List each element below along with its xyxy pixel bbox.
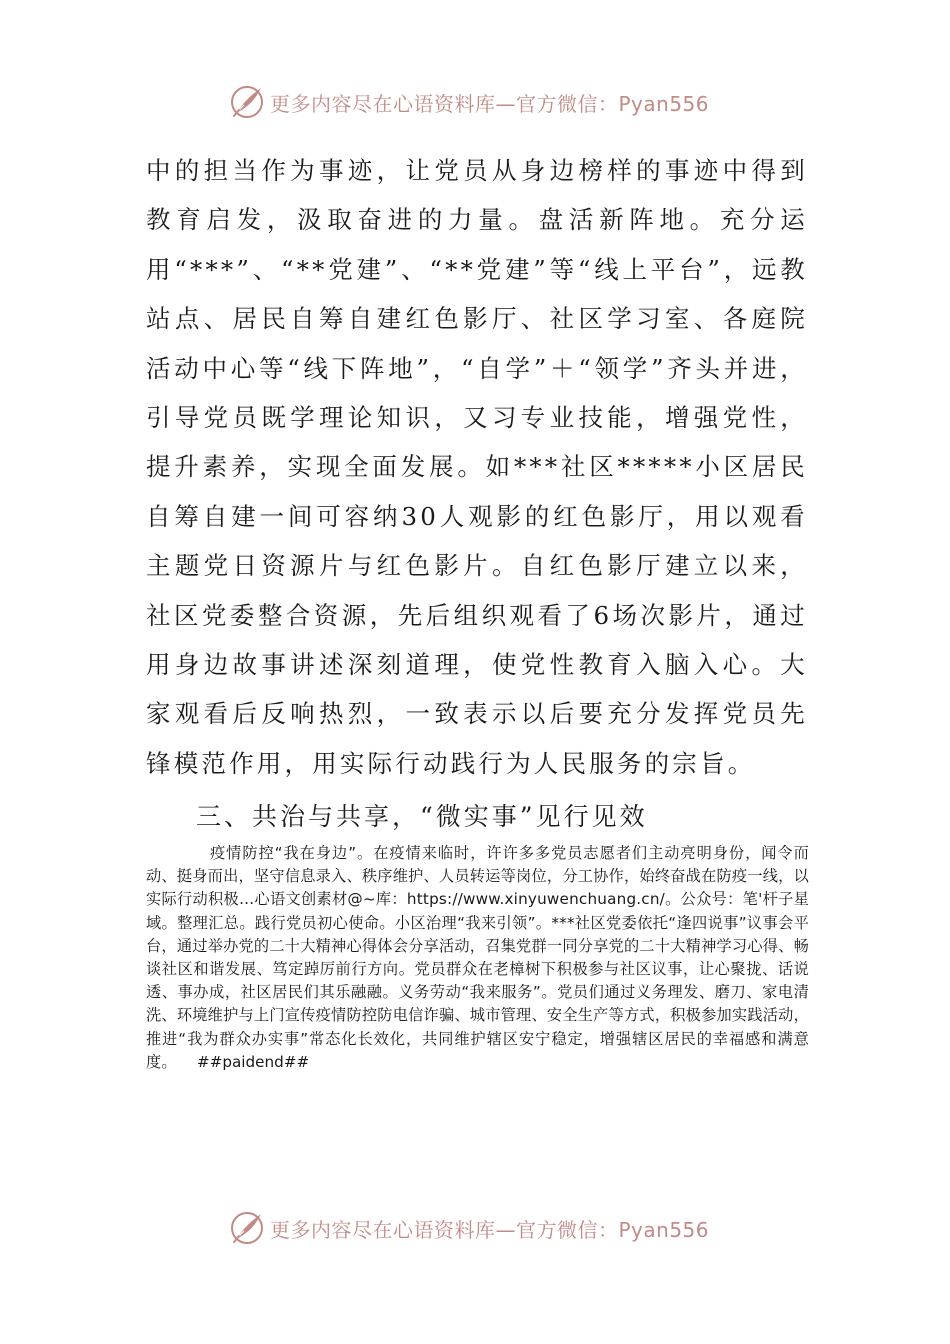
footer-watermark — [228, 1208, 748, 1248]
quill-pen-logo-icon — [228, 1209, 266, 1247]
quill-pen-logo-icon — [228, 83, 266, 121]
section-heading: 三、共治与共享，“微实事”见行见效 — [196, 802, 648, 831]
header-watermark — [228, 82, 748, 122]
small-paragraph — [146, 842, 809, 1074]
watermark-text: 更多内容尽在心语资料库—官方微信：Pyan556 — [270, 1217, 710, 1242]
body-paragraph: 中的担当作为事迹，让党员从身边榜样的事迹中得到教育启发，汲取奋进的力量。盘活新阵地。充分运用“***”、“**党建”、“**党建”等“线上平台”，远教站点、居民自筹自建红色影厅、社区学习室、各庭院活动中心等“线下阵地”，“自学”＋“领学”齐头并进，引导党员既学理论知识，又习专业技能，增强党性，提升素养，实现全面发展。如***社区*****小区居民自筹自建一间可容纳30人观影的红色影厅，用以观看主题党日资源片与红色影片。自红色影厅建立以来，社区党委整合资源，先后组织观看了6场次影片，通过用身边故事讲述深刻道理，使党性教育入脑入心。大家观看后反响热烈，一致表示以后要充分发挥党员先锋模范作用，用实际行动践行为人民服务的宗旨。 — [146, 156, 808, 778]
small-paragraph-text: 疫情防控“我在身边”。在疫情来临时，许许多多党员志愿者们主动亮明身份，闻令而动、挺身而出，坚守信息录入、秩序维护、人员转运等岗位，分工协作，始终奋战在防疫一线，以实际行动积极…心语文创素材@~库：https://www.xinyuwenchuang.cn/。公众号：笔'杆子星域。整理汇总。践行党员初心使命。小区治理“我来引领”。***社区党委依托“逢四说事”议事会平台，通过举办党的二十大精神心得体会分享活动，召集党群一同分享党的二十大精神学习心得、畅谈社区和谐发展、笃定踔厉前行方向。党员群众在老樟树下积极参与社区议事，让心聚拢、话说透、事办成，社区居民们其乐融融。义务劳动“我来服务”。党员们通过义务理发、磨刀、家电清洗、环境维护与上门宣传疫情防控防电信诈骗、城市管理、安全生产等方式，积极参加实践活动，推进“我为群众办实事”常态化长效化，共同维护辖区安宁稳定，增强辖区居民的幸福感和满意度。 — [146, 844, 809, 1071]
watermark-text: 更多内容尽在心语资料库—官方微信：Pyan556 — [270, 91, 710, 116]
paid-end-marker: ##paidend## — [196, 1052, 310, 1071]
